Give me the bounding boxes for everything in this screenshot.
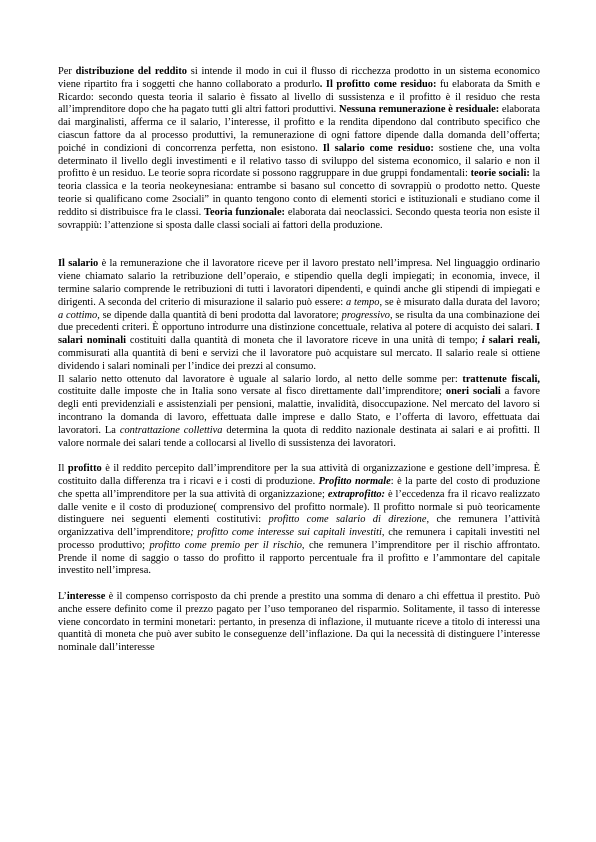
bold-term: interesse: [66, 591, 106, 603]
text-run: : è la parte del costo di produzione che spetta all’imprenditore per la sua attività di organizzazione;: [58, 475, 541, 500]
text-run: sostiene che, una volta determinato il livello degli investimenti e il relativo tasso di sviluppo del sistema economico, il salario e non il profitto è un residuo. Le teorie sopra ricordate si possono raggruppare in due gruppi fondamentali:: [58, 142, 540, 180]
spacer: [58, 450, 540, 463]
bold-term: teorie sociali:: [470, 168, 530, 180]
text-run: è il reddito percepito dall’imprenditore per la sua attività di organizzazione e gestione dell’impresa. È costituito dalla differenza tra i ricavi e i costi di produzione.: [58, 463, 540, 487]
text-run: è la remunerazione che il lavoratore riceve per il lavoro prestato nell’impresa. Nel linguaggio ordinario viene chiamato salario la retribuzione dell’operaio, e stipendio quella degli impiegati; in economia, invece, il termine salario comprende le retribuzioni di tutti i lavoratori dipendenti, e quindi anche gli stipendi di impiegati e dirigenti. A seconda del criterio di misurazione il salario può essere:: [58, 258, 540, 308]
spacer: [58, 578, 540, 591]
text-run: Il salario netto ottenuto dal lavoratore è uguale al salario lordo, al netto delle somme per:: [58, 373, 463, 385]
paragraph-salario-netto: [58, 374, 540, 451]
text-run: , che remunera l’imprenditore per il rischio affrontato. Prende il nome di saggio o tasso do profitto il rapporto percentuale fra il profitto e l’ammontare del capitale investito nell’impresa.: [58, 539, 540, 577]
paragraph-interesse: [58, 591, 540, 655]
italic-term: contrattazione collettiva: [119, 424, 223, 436]
italic-term: ; profitto come interesse sui capitali investiti: [190, 527, 382, 539]
italic-term: progressivo: [341, 309, 390, 321]
text-run: è l’eccedenza fra il ricavo realizzato dalle venite e il costo di produzione( comprensivo del profitto normale). Il profitto normale si può teoricamente distinguere nei seguenti elementi costitutivi:: [58, 488, 540, 526]
bold-term: profitto: [67, 463, 102, 475]
paragraph-salario: [58, 258, 540, 373]
italic-term: profitto come premio per il rischio: [149, 539, 302, 551]
text-run: a favore degli enti previdenziali e assistenziali per pensioni, malattie, invalidità, disoccupazione. Nel mercato del lavoro si incontrano la domanda di lavoro, effettuata dalle imprese e dallo Stato, e l’offerta di lavoro, effettuata dai lavoratori. La: [58, 386, 540, 436]
bold-term: oneri sociali: [445, 386, 501, 398]
bold-term: salari reali,: [484, 335, 540, 347]
bold-italic-term: extraprofitto:: [327, 488, 386, 500]
text-run: , se è misurato dalla durata del lavoro;: [379, 296, 540, 308]
text-run: , se risulta da una combinazione dei due precedenti criteri. È opportuno introdurre una distinzione concettuale, relativa al potere di acquisto dei salari.: [58, 309, 540, 334]
text-run: elaborata dai marginalisti, afferma ce il salario, l’interesse, il profitto e la rendita dipendono dal contributo specifico che ciascun fattore da al processo produttivi, la remunerazione di ogni fattore dipende dalla domanda dell’offerta; poiché in condizioni di concorrenza perfetta, non esistono.: [58, 104, 540, 154]
text-run: la teoria classica e la teoria neokeynesiana: entrambe si basano sul concetto di sovrappiù o prodotto netto. Queste teorie si qualificano come 2sociali” in quanto tengono conto di elementi storici e istituzionali e studiano come il reddito si distribuisce fra le classi.: [58, 168, 540, 218]
text-run: Il: [58, 463, 68, 475]
bold-term: Il salario come residuo:: [322, 142, 434, 154]
spacer: [58, 232, 540, 258]
text-run: è il compenso corrisposto da chi prende a prestito una somma di denaro a chi effettua il prestito. Può anche essere definito come il prezzo pagato per l’uso temporaneo del risparmio. Solitamente, il tasso di interesse viene concordato in termini monetari: pertanto, in presenza di inflazione, il mutuante riceve a titolo di interessi una quantità di moneta che può aver subito le conseguenze dell’inflazione. Da qui la necessità di distinguere l’interesse nominale dall’interesse: [58, 591, 540, 654]
bold-term: . Il profitto come residuo:: [319, 78, 437, 90]
paragraph-distribuzione-reddito: [58, 66, 540, 232]
bold-term: I salari nominali: [58, 322, 540, 347]
text-run: , se dipende dalla quantità di beni prodotta dal lavoratore;: [97, 309, 342, 321]
bold-term: trattenute fiscali,: [462, 373, 540, 385]
text-run: , che remunera l’attività organizzativa dell’imprenditore: [58, 514, 541, 539]
document-page: [58, 66, 540, 655]
italic-term: i: [481, 335, 485, 347]
italic-term: a cottimo: [58, 309, 98, 321]
paragraph-profitto: [58, 463, 540, 578]
text-run: determina la quota di reddito nazionale destinata ai salari e ai profitti. Il valore normale dei salari tende a collocarsi al livello di sussistenza dei lavoratori.: [58, 424, 540, 449]
text-run: costituite dalle imposte che in Italia sono versate al fisco direttamente dall’imprenditore;: [58, 386, 446, 398]
text-run: commisurati alla quantità di beni e servizi che il lavoratore può acquistare sul mercato. Il salario reale si ottiene dividendo i salari nominali per l’indice dei prezzi al consumo.: [58, 347, 540, 372]
text-run: fu elaborata da Smith e Ricardo: secondo questa teoria il salario è fissato al livello di sussistenza e il profitto è il residuo che resta all’imprenditore dopo che ha pagato tutti gli altri fattori produttivi.: [58, 78, 540, 116]
bold-term: Teoria funzionale:: [204, 206, 286, 218]
italic-term: a tempo: [346, 296, 380, 308]
text-run: costituiti dalla quantità di moneta che il lavoratore riceve in una unità di tempo;: [126, 335, 482, 347]
bold-term: distribuzione del reddito: [75, 66, 187, 77]
text-run: Per: [58, 66, 76, 77]
text-run: si intende il modo in cui il flusso di ricchezza prodotto in un sistema economico viene ripartito fra i soggetti che hanno collaborato a produrlo: [58, 66, 541, 90]
text-run: L’: [58, 591, 67, 603]
bold-italic-term: Profitto normale: [318, 475, 391, 487]
text-run: , che remunera i capitali investiti nel processo produttivo;: [58, 527, 540, 551]
italic-term: profitto come salario di direzione: [268, 514, 427, 526]
bold-term: Il salario: [58, 258, 99, 270]
text-run: elaborata dai neoclassici. Secondo questa teoria non esiste il sovrappiù: l’attenzione si sposta dalle classi sociali ai fattori della produzione.: [58, 206, 540, 231]
bold-term: Nessuna remunerazione è residuale:: [338, 104, 500, 116]
